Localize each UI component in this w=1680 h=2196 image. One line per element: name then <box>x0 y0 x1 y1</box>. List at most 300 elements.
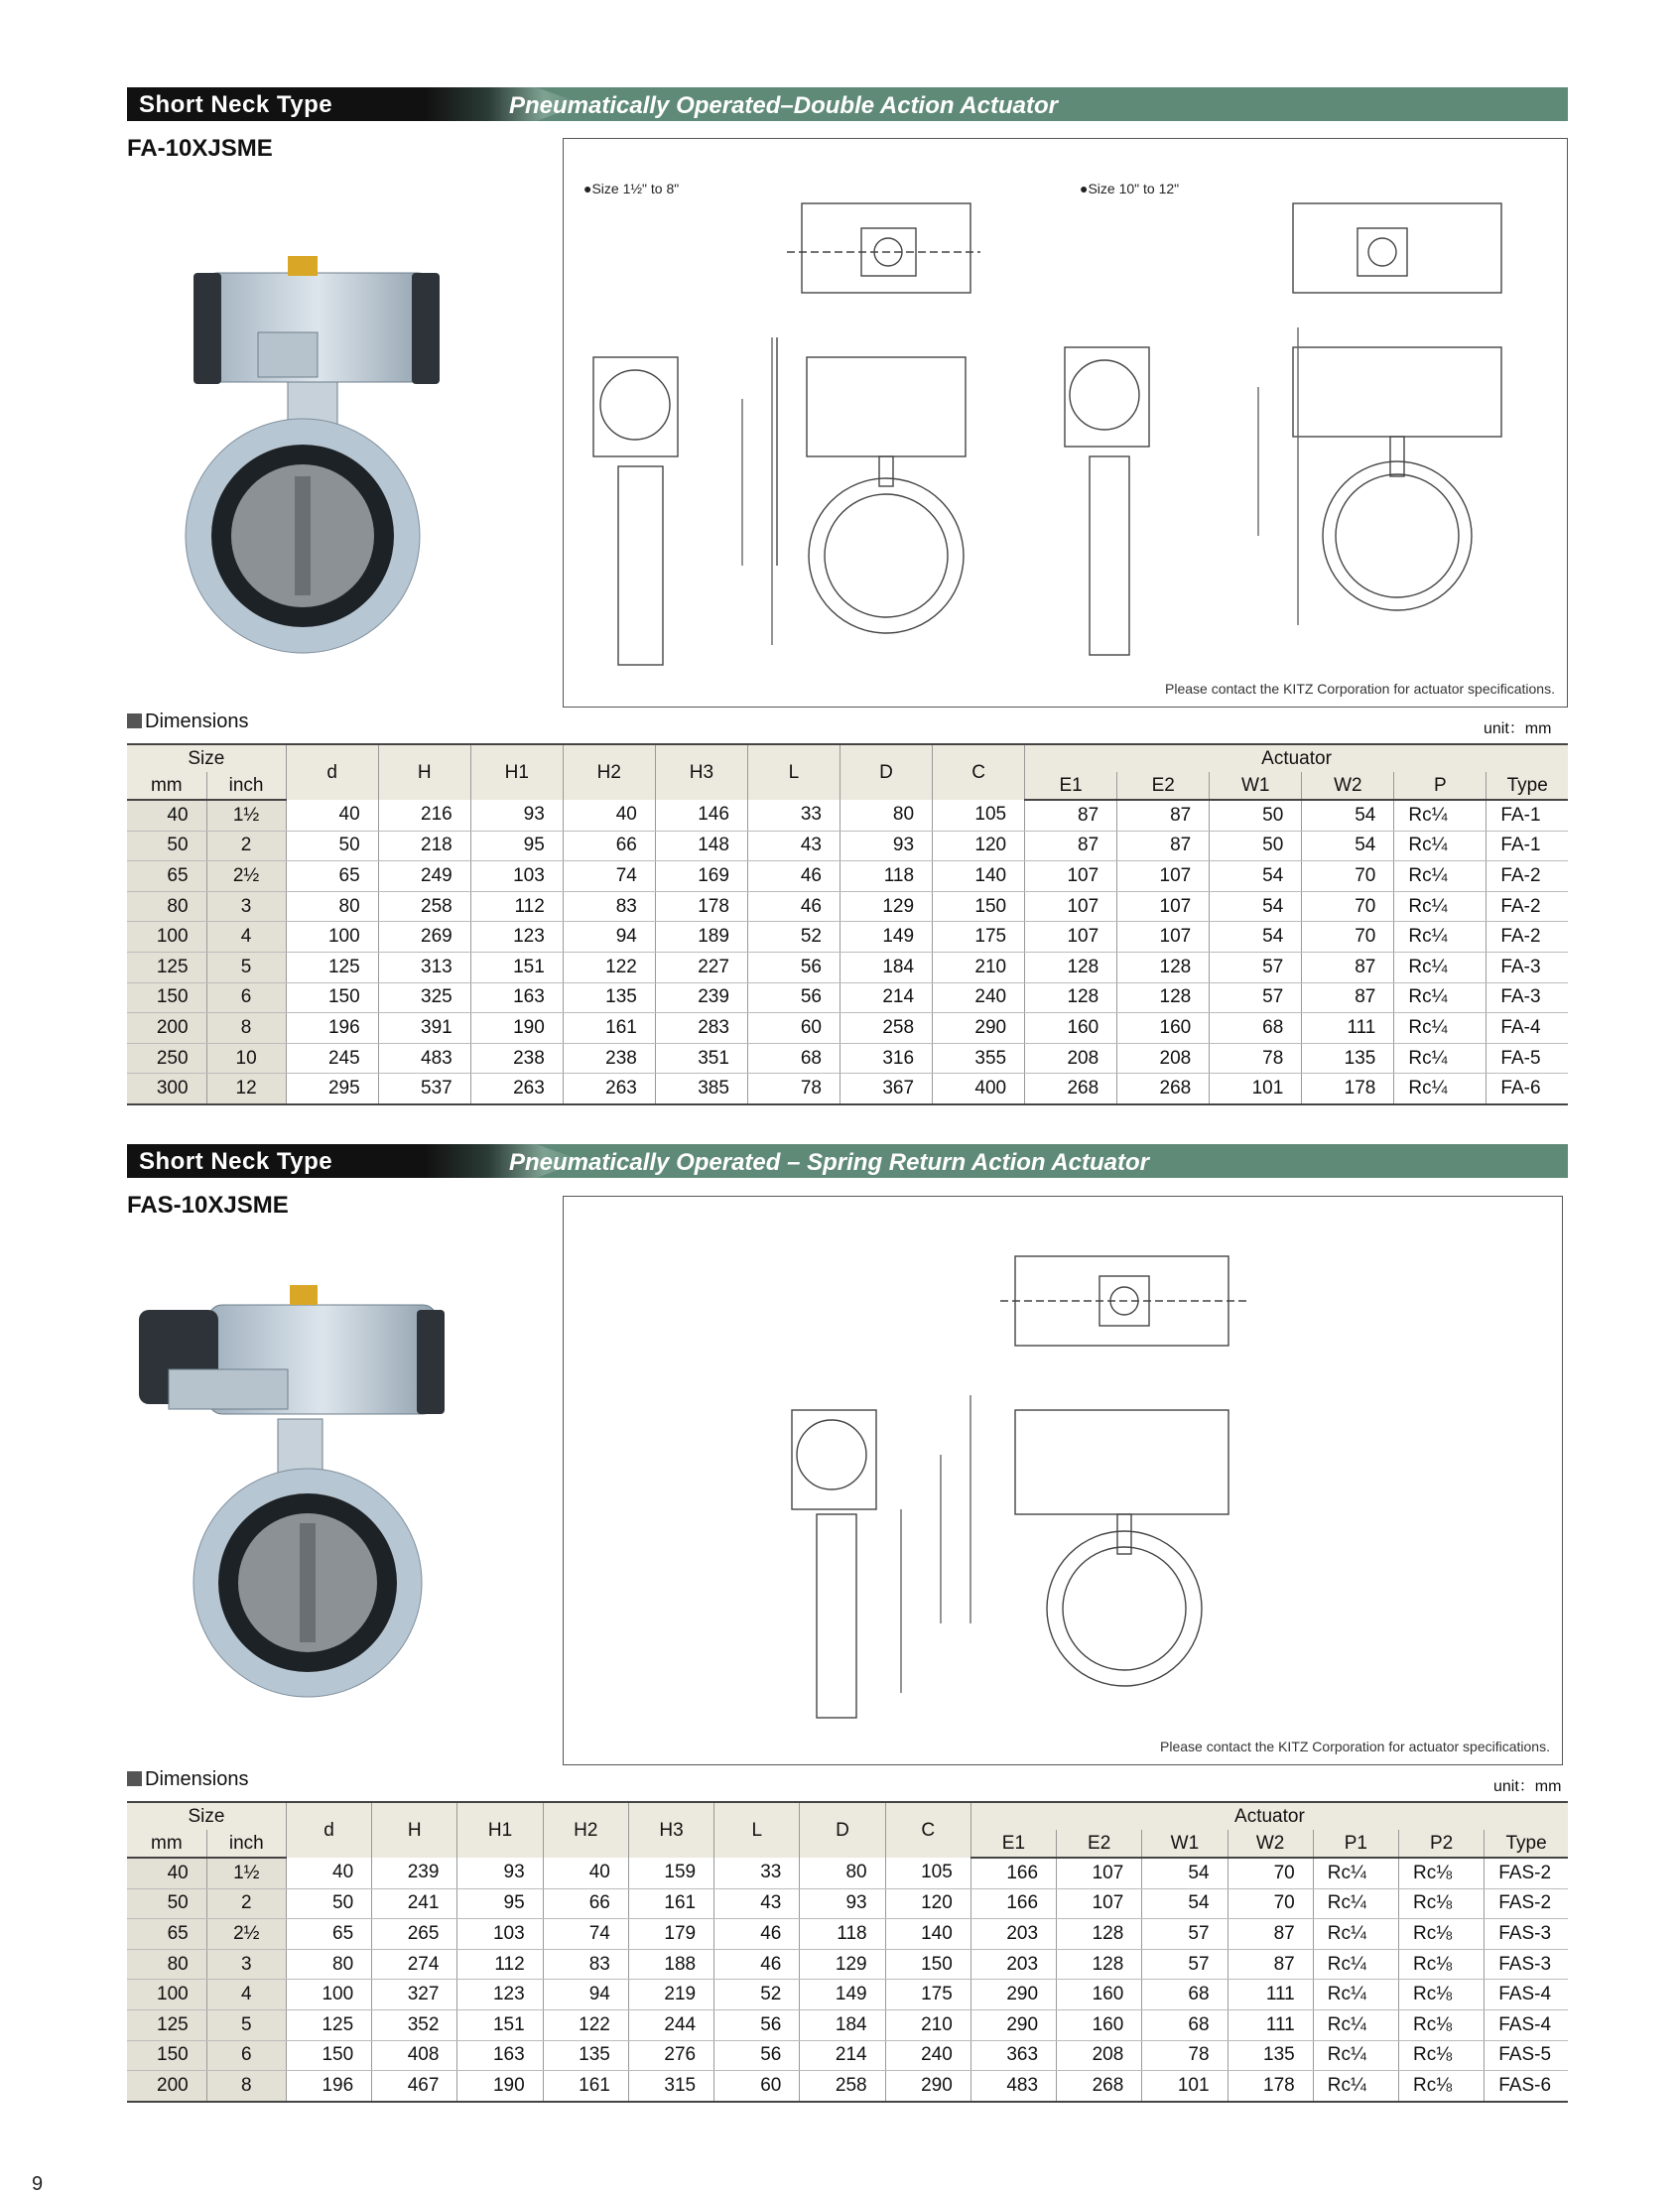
table-cell: 210 <box>933 952 1025 982</box>
table-cell: 112 <box>457 1949 543 1980</box>
table-cell: 146 <box>655 800 747 831</box>
table-cell: 244 <box>628 2009 713 2040</box>
table-cell: 100 <box>286 1980 371 2010</box>
dimension-diagram-2 <box>563 1196 1563 1765</box>
th-E2: E2 <box>1117 772 1210 800</box>
dimensions-heading-text-2: Dimensions <box>145 1768 249 1790</box>
table-cell: 128 <box>1117 982 1210 1013</box>
table-cell: 101 <box>1142 2071 1228 2102</box>
table-cell: 151 <box>470 952 563 982</box>
table-cell: 65 <box>286 1919 371 1950</box>
table-cell: 3 <box>206 891 286 922</box>
th2-P2: P2 <box>1398 1830 1484 1858</box>
table-cell: 363 <box>970 2040 1056 2071</box>
table-cell: 2 <box>206 831 286 861</box>
table-cell: 290 <box>970 1980 1056 2010</box>
table-cell: 200 <box>127 1013 206 1044</box>
table-cell: 125 <box>286 2009 371 2040</box>
table-cell: 80 <box>127 1949 206 1980</box>
table-cell: 107 <box>1117 891 1210 922</box>
table-cell: FAS-3 <box>1485 1919 1568 1950</box>
table-row <box>127 1858 1568 1888</box>
table-cell: 274 <box>372 1949 457 1980</box>
th2-type: Type <box>1485 1830 1568 1858</box>
table-cell: 203 <box>970 1949 1056 1980</box>
table-cell: 149 <box>800 1980 885 2010</box>
table-cell: 129 <box>800 1949 885 1980</box>
table-cell: FAS-5 <box>1485 2040 1568 2071</box>
table-cell: 128 <box>1057 1919 1142 1950</box>
table-cell: 313 <box>378 952 470 982</box>
table-cell: 56 <box>747 952 840 982</box>
table-cell: 40 <box>286 800 378 831</box>
th2-E2: E2 <box>1057 1830 1142 1858</box>
th-W1: W1 <box>1210 772 1302 800</box>
table-cell: 1½ <box>206 1858 286 1888</box>
table-cell: Rc⅛ <box>1398 2071 1484 2102</box>
table-cell: 87 <box>1228 1949 1313 1980</box>
table-cell: 367 <box>840 1074 932 1104</box>
table-cell: 6 <box>206 2040 286 2071</box>
table-cell: 103 <box>470 861 563 892</box>
table-cell: 125 <box>127 952 206 982</box>
table-cell: 258 <box>800 2071 885 2102</box>
table-cell: Rc⅛ <box>1398 1858 1484 1888</box>
table-body-fa <box>127 800 1568 1104</box>
actuator-note: Please contact the KITZ Corporation for actuator specifications. <box>1165 681 1555 697</box>
model-name-2: FAS-10XJSME <box>127 1192 289 1219</box>
table-cell: 161 <box>628 1888 713 1919</box>
table-cell: 118 <box>840 861 932 892</box>
table-cell: 74 <box>563 861 655 892</box>
table-cell: 2½ <box>206 861 286 892</box>
dimensions-heading <box>127 710 248 733</box>
table-cell: 190 <box>470 1013 563 1044</box>
table-cell: 245 <box>286 1043 378 1074</box>
th-H2: H2 <box>563 744 655 800</box>
table-cell: 6 <box>206 982 286 1013</box>
table-row <box>127 800 1568 831</box>
table-cell: 169 <box>655 861 747 892</box>
table-cell: 161 <box>563 1013 655 1044</box>
table-cell: 93 <box>800 1888 885 1919</box>
table-cell: 52 <box>714 1980 800 2010</box>
table-cell: 150 <box>127 2040 206 2071</box>
th2-L: L <box>714 1802 800 1858</box>
table-cell: 467 <box>372 2071 457 2102</box>
table-cell: 46 <box>714 1919 800 1950</box>
table-cell: 400 <box>933 1074 1025 1104</box>
table-cell: 214 <box>840 982 932 1013</box>
table-cell: 74 <box>543 1919 628 1950</box>
table-cell: 46 <box>747 891 840 922</box>
table-cell: Rc¼ <box>1313 2071 1398 2102</box>
table-cell: 125 <box>286 952 378 982</box>
table-cell: 483 <box>378 1043 470 1074</box>
table-cell: Rc¼ <box>1394 1043 1486 1074</box>
technical-drawing <box>564 139 1567 707</box>
th-H1: H1 <box>470 744 563 800</box>
table-cell: 290 <box>885 2071 970 2102</box>
table-cell: 107 <box>1025 922 1117 953</box>
table-cell: 107 <box>1117 922 1210 953</box>
table-cell: 1½ <box>206 800 286 831</box>
table-cell: FA-1 <box>1486 800 1568 831</box>
th2-inch: inch <box>206 1830 286 1858</box>
table-cell: 283 <box>655 1013 747 1044</box>
table-cell: FA-5 <box>1486 1043 1568 1074</box>
table-cell: Rc⅛ <box>1398 2009 1484 2040</box>
th-W2: W2 <box>1302 772 1394 800</box>
table-cell: 83 <box>543 1949 628 1980</box>
table-cell: Rc¼ <box>1394 861 1486 892</box>
table-cell: 151 <box>457 2009 543 2040</box>
table-cell: 160 <box>1025 1013 1117 1044</box>
table-cell: 107 <box>1117 861 1210 892</box>
table-cell: 269 <box>378 922 470 953</box>
table-cell: 150 <box>933 891 1025 922</box>
table-cell: 80 <box>800 1858 885 1888</box>
table-cell: 148 <box>655 831 747 861</box>
table-cell: 54 <box>1142 1888 1228 1919</box>
table-cell: 101 <box>1210 1074 1302 1104</box>
band-title-right-2: Pneumatically Operated – Spring Return Action Actuator <box>509 1149 1149 1176</box>
table-cell: 105 <box>933 800 1025 831</box>
table-cell: 2½ <box>206 1919 286 1950</box>
table-cell: 122 <box>543 2009 628 2040</box>
table-cell: 150 <box>286 982 378 1013</box>
table-cell: 46 <box>714 1949 800 1980</box>
table-row <box>127 831 1568 861</box>
table-cell: 4 <box>206 922 286 953</box>
table-cell: 123 <box>457 1980 543 2010</box>
table-cell: 135 <box>543 2040 628 2071</box>
th2-P1: P1 <box>1313 1830 1398 1858</box>
table-cell: 327 <box>372 1980 457 2010</box>
model-name: FA-10XJSME <box>127 135 273 162</box>
th-E1: E1 <box>1025 772 1117 800</box>
table-row <box>127 1919 1568 1950</box>
table-cell: 80 <box>286 891 378 922</box>
table-cell: 93 <box>457 1858 543 1888</box>
table-cell: 68 <box>1142 1980 1228 2010</box>
table-cell: 54 <box>1302 800 1394 831</box>
table-cell: 125 <box>127 2009 206 2040</box>
table-cell: 83 <box>563 891 655 922</box>
table-cell: 249 <box>378 861 470 892</box>
valve-photo-2 <box>139 1280 456 1707</box>
table-cell: 239 <box>655 982 747 1013</box>
table-cell: 50 <box>127 831 206 861</box>
table-row <box>127 952 1568 982</box>
table-cell: 140 <box>933 861 1025 892</box>
table-cell: 54 <box>1210 922 1302 953</box>
table-cell: 178 <box>655 891 747 922</box>
table-cell: 216 <box>378 800 470 831</box>
table-cell: 238 <box>470 1043 563 1074</box>
th2-W1: W1 <box>1142 1830 1228 1858</box>
table-cell: FA-6 <box>1486 1074 1568 1104</box>
table-cell: 87 <box>1302 982 1394 1013</box>
table-cell: 50 <box>286 831 378 861</box>
table-cell: 103 <box>457 1919 543 1950</box>
table-cell: 80 <box>127 891 206 922</box>
table-cell: 70 <box>1302 891 1394 922</box>
table-cell: 163 <box>470 982 563 1013</box>
table-body-fas <box>127 1858 1568 2102</box>
table-cell: 56 <box>747 982 840 1013</box>
table-cell: 87 <box>1117 800 1210 831</box>
table-cell: 40 <box>286 1858 371 1888</box>
table-cell: 263 <box>563 1074 655 1104</box>
th2-C: C <box>885 1802 970 1858</box>
th-type: Type <box>1486 772 1568 800</box>
dimensions-table-fas <box>127 1801 1568 2103</box>
table-cell: 241 <box>372 1888 457 1919</box>
table-cell: 385 <box>655 1074 747 1104</box>
table-cell: 87 <box>1228 1919 1313 1950</box>
table-cell: FAS-2 <box>1485 1858 1568 1888</box>
table-cell: 94 <box>563 922 655 953</box>
table-cell: FA-2 <box>1486 891 1568 922</box>
table-cell: 208 <box>1057 2040 1142 2071</box>
th-inch: inch <box>206 772 286 800</box>
table-cell: 263 <box>470 1074 563 1104</box>
table-cell: 4 <box>206 1980 286 2010</box>
th2-H: H <box>372 1802 457 1858</box>
table-cell: 112 <box>470 891 563 922</box>
th2-mm: mm <box>127 1830 206 1858</box>
table-cell: 325 <box>378 982 470 1013</box>
table-cell: 87 <box>1025 831 1117 861</box>
table-cell: 120 <box>885 1888 970 1919</box>
table-cell: 111 <box>1302 1013 1394 1044</box>
table-cell: 87 <box>1302 952 1394 982</box>
table-cell: 87 <box>1117 831 1210 861</box>
th-L: L <box>747 744 840 800</box>
table-cell: 159 <box>628 1858 713 1888</box>
table-cell: 135 <box>1302 1043 1394 1074</box>
table-cell: 166 <box>970 1888 1056 1919</box>
band-title-left-2: Short Neck Type <box>139 1148 333 1175</box>
table-cell: 105 <box>885 1858 970 1888</box>
table-cell: 60 <box>714 2071 800 2102</box>
table-cell: 258 <box>840 1013 932 1044</box>
table-cell: Rc⅛ <box>1398 2040 1484 2071</box>
table-cell: Rc¼ <box>1394 831 1486 861</box>
table-cell: FAS-4 <box>1485 2009 1568 2040</box>
table-cell: 355 <box>933 1043 1025 1074</box>
size-range-label-b: ●Size 10" to 12" <box>1080 181 1180 196</box>
table-cell: 178 <box>1228 2071 1313 2102</box>
unit-label: unit：mm <box>1484 720 1552 737</box>
table-cell: 54 <box>1302 831 1394 861</box>
table-cell: 57 <box>1210 952 1302 982</box>
table-cell: 87 <box>1025 800 1117 831</box>
table-cell: 93 <box>470 800 563 831</box>
table-row <box>127 1013 1568 1044</box>
table-cell: Rc⅛ <box>1398 1949 1484 1980</box>
table-cell: 300 <box>127 1074 206 1104</box>
table-cell: 218 <box>378 831 470 861</box>
table-cell: FA-4 <box>1486 1013 1568 1044</box>
table-cell: FAS-3 <box>1485 1949 1568 1980</box>
table-cell: 54 <box>1142 1858 1228 1888</box>
table-cell: Rc¼ <box>1394 1074 1486 1104</box>
table-cell: 129 <box>840 891 932 922</box>
table-row <box>127 891 1568 922</box>
dimensions-heading-2 <box>127 1768 248 1791</box>
table-cell: Rc¼ <box>1394 891 1486 922</box>
table-cell: 33 <box>747 800 840 831</box>
th-H3: H3 <box>655 744 747 800</box>
table-cell: Rc¼ <box>1313 1919 1398 1950</box>
th-mm: mm <box>127 772 206 800</box>
table-cell: 54 <box>1210 891 1302 922</box>
section-header-band <box>127 87 1568 121</box>
table-row <box>127 982 1568 1013</box>
table-cell: 135 <box>563 982 655 1013</box>
table-cell: 160 <box>1057 2009 1142 2040</box>
table-cell: 107 <box>1025 891 1117 922</box>
table-cell: 160 <box>1057 1980 1142 2010</box>
th2-W2: W2 <box>1228 1830 1313 1858</box>
table-cell: 68 <box>1210 1013 1302 1044</box>
table-cell: 60 <box>747 1013 840 1044</box>
table-cell: 70 <box>1302 861 1394 892</box>
table-cell: 43 <box>747 831 840 861</box>
table-cell: 208 <box>1025 1043 1117 1074</box>
table-cell: FA-1 <box>1486 831 1568 861</box>
table-cell: 219 <box>628 1980 713 2010</box>
table-cell: 65 <box>286 861 378 892</box>
table-cell: 3 <box>206 1949 286 1980</box>
table-cell: 258 <box>378 891 470 922</box>
table-cell: 391 <box>378 1013 470 1044</box>
actuator-note-2: Please contact the KITZ Corporation for actuator specifications. <box>1160 1739 1550 1754</box>
table-cell: 118 <box>800 1919 885 1950</box>
table-row <box>127 2040 1568 2071</box>
valve-photo <box>184 238 471 655</box>
table-cell: 111 <box>1228 1980 1313 2010</box>
table-cell: FA-3 <box>1486 952 1568 982</box>
page-number: 9 <box>32 2173 44 2195</box>
table-cell: 5 <box>206 952 286 982</box>
table-cell: 57 <box>1142 1919 1228 1950</box>
table-cell: Rc¼ <box>1313 1888 1398 1919</box>
table-cell: 351 <box>655 1043 747 1074</box>
table-cell: FAS-6 <box>1485 2071 1568 2102</box>
dimensions-heading-text: Dimensions <box>145 710 249 732</box>
table-cell: 80 <box>286 1949 371 1980</box>
table-cell: 316 <box>840 1043 932 1074</box>
table-cell: 40 <box>543 1858 628 1888</box>
table-cell: 175 <box>885 1980 970 2010</box>
table-cell: 50 <box>286 1888 371 1919</box>
table-cell: 128 <box>1117 952 1210 982</box>
table-cell: 408 <box>372 2040 457 2071</box>
table-row <box>127 922 1568 953</box>
dimensions-table-fa <box>127 743 1568 1105</box>
table-cell: 178 <box>1302 1074 1394 1104</box>
table-cell: 128 <box>1025 952 1117 982</box>
table-cell: 95 <box>457 1888 543 1919</box>
table-cell: 140 <box>885 1919 970 1950</box>
table-cell: 188 <box>628 1949 713 1980</box>
table-cell: 184 <box>800 2009 885 2040</box>
th2-H1: H1 <box>457 1802 543 1858</box>
table-cell: 107 <box>1025 861 1117 892</box>
table-cell: 70 <box>1228 1858 1313 1888</box>
table-cell: Rc¼ <box>1313 1949 1398 1980</box>
table-cell: 5 <box>206 2009 286 2040</box>
table-cell: 2 <box>206 1888 286 1919</box>
table-cell: Rc¼ <box>1313 2040 1398 2071</box>
table-cell: 107 <box>1057 1858 1142 1888</box>
table-cell: 160 <box>1117 1013 1210 1044</box>
th2-size: Size <box>127 1802 286 1830</box>
table-cell: Rc¼ <box>1313 1858 1398 1888</box>
table-cell: 184 <box>840 952 932 982</box>
table-cell: 268 <box>1117 1074 1210 1104</box>
table-cell: 290 <box>933 1013 1025 1044</box>
table-cell: 196 <box>286 1013 378 1044</box>
th2-d: d <box>286 1802 371 1858</box>
table-cell: 100 <box>127 1980 206 2010</box>
table-cell: 43 <box>714 1888 800 1919</box>
th2-D: D <box>800 1802 885 1858</box>
table-cell: 268 <box>1025 1074 1117 1104</box>
table-cell: 70 <box>1228 1888 1313 1919</box>
table-cell: Rc⅛ <box>1398 1888 1484 1919</box>
table-cell: 128 <box>1025 982 1117 1013</box>
dimension-diagram <box>563 138 1568 708</box>
table-cell: 163 <box>457 2040 543 2071</box>
table-cell: FAS-4 <box>1485 1980 1568 2010</box>
table-cell: 111 <box>1228 2009 1313 2040</box>
table-cell: 8 <box>206 1013 286 1044</box>
section-header-band-2 <box>127 1144 1568 1178</box>
th-C: C <box>933 744 1025 800</box>
th-actuator: Actuator <box>1025 744 1568 772</box>
table-cell: Rc⅛ <box>1398 1980 1484 2010</box>
table-cell: Rc⅛ <box>1398 1919 1484 1950</box>
table-cell: 56 <box>714 2040 800 2071</box>
table-cell: 189 <box>655 922 747 953</box>
table-cell: 95 <box>470 831 563 861</box>
table-cell: 268 <box>1057 2071 1142 2102</box>
table-row <box>127 1074 1568 1104</box>
table-cell: 250 <box>127 1043 206 1074</box>
th-d: d <box>286 744 378 800</box>
table-cell: 107 <box>1057 1888 1142 1919</box>
table-cell: 128 <box>1057 1949 1142 1980</box>
table-cell: 315 <box>628 2071 713 2102</box>
table-cell: 40 <box>127 800 206 831</box>
table-cell: 100 <box>127 922 206 953</box>
table-cell: 161 <box>543 2071 628 2102</box>
table-cell: 123 <box>470 922 563 953</box>
table-cell: 10 <box>206 1043 286 1074</box>
table-cell: 66 <box>563 831 655 861</box>
th2-H3: H3 <box>628 1802 713 1858</box>
table-cell: 68 <box>1142 2009 1228 2040</box>
table-row <box>127 861 1568 892</box>
table-row <box>127 1043 1568 1074</box>
unit-label-2: unit：mm <box>1493 1778 1562 1795</box>
table-row <box>127 2009 1568 2040</box>
band-title-left: Short Neck Type <box>139 91 333 118</box>
